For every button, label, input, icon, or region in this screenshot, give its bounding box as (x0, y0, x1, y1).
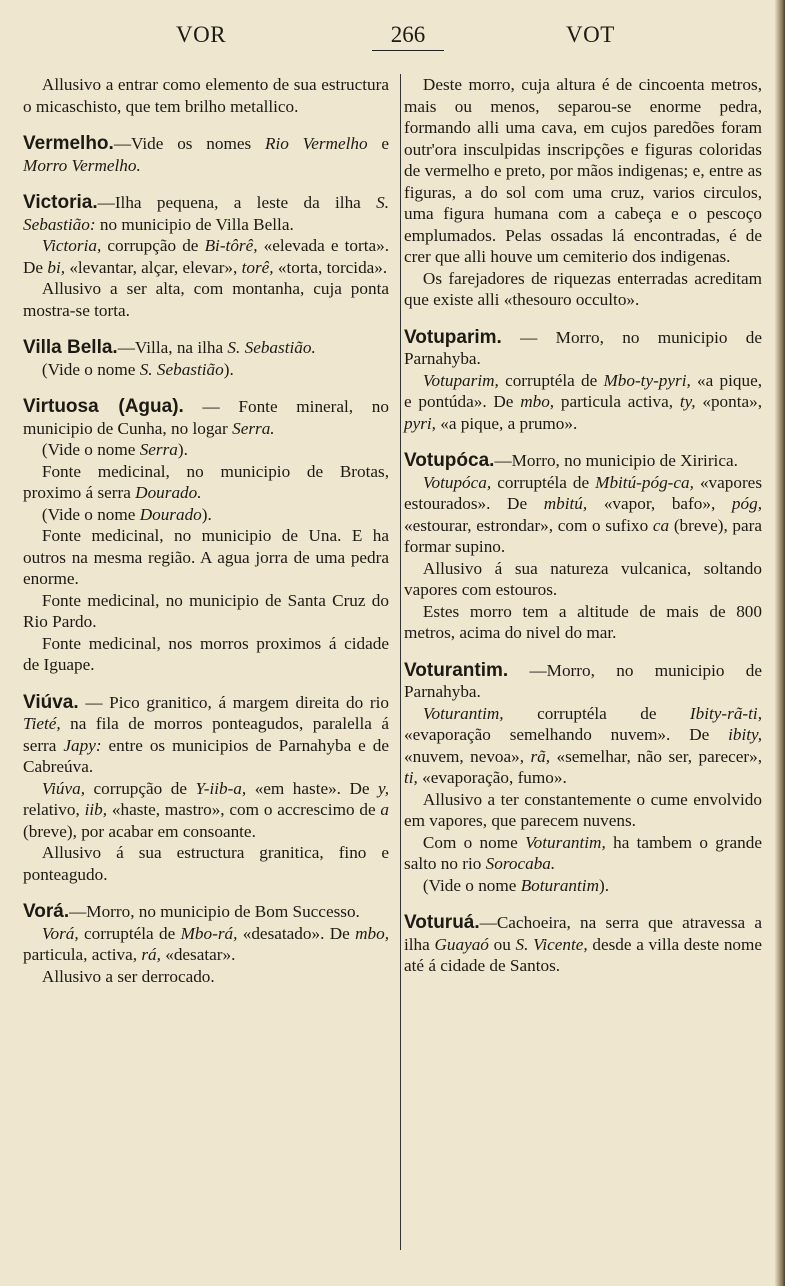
italic-term: ca (652, 515, 670, 535)
dictionary-entry (404, 912, 762, 977)
header-left-guideword: VOR (176, 22, 227, 47)
entry-paragraph (23, 692, 389, 778)
dictionary-entry (404, 327, 762, 435)
dictionary-entry (404, 660, 762, 897)
text-run: ). (201, 504, 212, 524)
text-run: entre os municipios de Parnahyba e de Cabreúva. (23, 735, 389, 776)
text-run: «evaporação semelhando nuvem». De (404, 725, 729, 744)
text-run: —Morro, no municipio de Bom Successo. (69, 902, 360, 921)
dictionary-entry (23, 692, 389, 886)
text-run: relativo, (23, 800, 85, 819)
text-run: «estourar, estrondar», com o sufixo (404, 515, 653, 535)
text-run: Estes morro tem a altitude de mais de 800 metros, acima do nivel do mar. (404, 601, 762, 642)
text-run: Fonte medicinal, no municipio de Santa Cruz do Rio Pardo. (23, 590, 389, 631)
italic-term: Y-iib-a, (195, 778, 247, 798)
text-run: (breve), por acabar em consoante. (23, 821, 256, 841)
dictionary-entry (23, 901, 389, 987)
text-run: na fila de morros ponteagudos, paralella á serra (23, 714, 389, 755)
italic-term: mbitú, (543, 494, 588, 513)
headword: Voturantim. (404, 659, 509, 681)
entry-paragraph (23, 337, 389, 359)
entry-paragraph (404, 789, 762, 832)
text-run: Allusivo á sua estructura granitica, fino e ponteagudo. (23, 843, 389, 884)
dictionary-entry (23, 396, 389, 676)
italic-term: Mbo-rá, (180, 923, 238, 943)
text-run: Fonte medicinal, no municipio de Brotas, proximo á serra (23, 461, 389, 502)
italic-term: Bi-tôrê, (204, 236, 258, 255)
text-run: Deste morro, cuja altura é de cincoenta metros, mais ou menos, separou-se enorme pedra, formando alli uma cava, em cujos paredões foram outr'ora insculpidas inscripções e figuras coloridas de vermelho e preto, por mãos indigenas; e, entre as figuras, a do sol com uma cruz, varios circulos, uma figura humana com a cabeça e o pescoço emplumados. Pelas ossadas lá encontradas, é de crer que alli houve um cemiterio dos indigenas. (404, 75, 762, 266)
text-run: desde a villa deste nome até á cidade de Santos. (404, 934, 763, 975)
italic-term: bi, (47, 257, 66, 277)
italic-term: mbo, (520, 392, 555, 411)
entry-paragraph (404, 450, 762, 472)
italic-term: Japy: (63, 735, 102, 755)
page-number: 266 (372, 22, 444, 51)
headword: Vorá. (23, 901, 70, 922)
entry-paragraph (404, 558, 762, 601)
italic-term: Voturantim, (422, 703, 504, 723)
dictionary-entry (23, 337, 389, 380)
headword: Virtuosa (Agua). (23, 396, 184, 417)
entry-paragraph (23, 74, 389, 117)
italic-term: iib, (84, 800, 108, 819)
entry-paragraph (23, 633, 389, 676)
headword: Victoria. (23, 192, 98, 213)
entry-paragraph (404, 327, 762, 370)
text-run: Allusivo a ser alta, com montanha, cuja ponta mostra-se torta. (23, 279, 389, 320)
italic-term: póg, (731, 494, 762, 513)
text-run: corruptéla de (498, 370, 604, 390)
text-run: corruptéla de (503, 703, 690, 723)
italic-term: Voturantim, (525, 832, 606, 852)
text-run: (Vide o nome (41, 359, 140, 379)
text-run: corrupção de (85, 778, 196, 798)
entry-paragraph (404, 472, 762, 558)
text-run: «nuvem, nevoa», (404, 746, 531, 766)
text-run: «haste, mastro», com o accrescimo de (107, 800, 381, 819)
text-run: ou (488, 934, 516, 954)
text-run: Com o nome (422, 832, 526, 852)
italic-term: rá, (141, 945, 161, 964)
italic-term: rã, (530, 746, 551, 766)
italic-term: torê, (241, 257, 274, 277)
text-run: «ponta», (695, 392, 763, 411)
text-run: Allusivo a ser derrocado. (41, 966, 215, 986)
header-right-guideword: VOT (566, 22, 615, 47)
right-column (404, 74, 762, 993)
text-run: «elevada e torta». De (23, 236, 389, 277)
italic-term: Serra. (232, 418, 275, 438)
text-run: «levantar, alçar, elevar», (65, 257, 242, 277)
headword: Voturuá. (404, 912, 480, 933)
text-run: «vapores estourados». De (404, 472, 763, 513)
entry-paragraph (404, 703, 762, 789)
page-header (0, 18, 785, 58)
text-run: Os farejadores de riquezas enterradas acreditam que existe alli «thesouro occulto». (404, 268, 762, 309)
italic-term: ti, (404, 768, 418, 787)
entry-paragraph (404, 875, 762, 897)
text-run: ). (177, 440, 188, 459)
left-column (23, 74, 389, 1003)
entry-paragraph (23, 590, 389, 633)
entry-paragraph (404, 912, 762, 977)
text-run: corrupção de (101, 236, 205, 255)
entry-paragraph (23, 923, 389, 966)
italic-term: Vorá, (41, 923, 79, 943)
entry-paragraph (404, 74, 762, 268)
text-run: «a pique, e pontúda». De (404, 370, 762, 411)
headword: Villa Bella. (23, 337, 118, 358)
text-run: —Cachoeira, na serra que atravessa a ilha (404, 913, 762, 954)
entry-paragraph (23, 842, 389, 885)
text-run: Allusivo a entrar como elemento de sua estructura o micaschisto, que tem brilho metallico. (23, 75, 389, 116)
text-run: «desatar». (160, 945, 236, 964)
text-run: e (367, 134, 389, 153)
text-run: ). (223, 359, 234, 379)
italic-term: mbo, (355, 923, 389, 943)
italic-term: Tieté, (23, 714, 61, 733)
italic-term: Victoria, (41, 236, 102, 255)
text-run: Allusivo a ter constantemente o cume envolvido em vapores, que parecem nuvens. (404, 789, 762, 830)
entry-paragraph (23, 278, 389, 321)
text-run: — Morro, no municipio de Parnahyba. (404, 327, 762, 368)
headword: Vermelho. (23, 133, 114, 154)
text-run: (breve), para formar supino. (404, 515, 762, 556)
text-run: «torta, torcida». (273, 257, 388, 277)
text-run: Fonte medicinal, nos morros proximos á cidade de Iguape. (23, 633, 389, 674)
italic-term: Rio Vermelho (264, 134, 368, 153)
entry-paragraph (23, 133, 389, 176)
entry-paragraph (23, 966, 389, 988)
text-run: «semelhar, não ser, parecer», (550, 746, 762, 766)
italic-term: Mbitú-póg-ca, (595, 472, 694, 492)
italic-term: Dourado. (135, 483, 202, 502)
text-run: corruptéla de (491, 472, 596, 492)
text-run: —Ilha pequena, a leste da ilha (97, 193, 377, 212)
italic-term: Morro Vermelho. (23, 155, 141, 175)
italic-term: S. Sebastião. (227, 338, 316, 357)
dictionary-entry (23, 133, 389, 176)
entry-paragraph (404, 268, 762, 311)
italic-term: Ibity-rã-ti, (689, 703, 762, 723)
text-run: —Morro, no municipio de Xiririca. (494, 451, 738, 470)
column-divider (400, 74, 401, 1250)
text-run: —Morro, no municipio de Parnahyba. (404, 660, 762, 701)
text-run: particula, activa, (23, 945, 142, 964)
entry-paragraph (404, 660, 762, 703)
italic-term: ibity, (728, 725, 762, 744)
dictionary-entry (404, 450, 762, 644)
text-run: particula activa, (554, 392, 680, 411)
text-run: ha tambem o grande salto no rio (404, 832, 762, 873)
text-run: corruptéla de (78, 923, 181, 943)
text-run: — Pico granitico, á margem direita do rio (78, 692, 389, 712)
text-run: —Vide os nomes (113, 134, 265, 153)
text-run: «em haste». De (246, 778, 379, 798)
text-run: «vapor, bafo», (587, 494, 732, 513)
text-run: ). (599, 875, 610, 895)
italic-term: S. Vicente, (515, 934, 588, 954)
italic-term: ty, (679, 392, 696, 411)
headword: Viúva. (23, 691, 79, 713)
italic-term: Sorocaba. (485, 854, 556, 873)
italic-term: Serra (139, 440, 178, 459)
entry-paragraph (23, 901, 389, 923)
entry-paragraph (404, 601, 762, 644)
entry-paragraph (23, 235, 389, 278)
text-run: (Vide o nome (41, 504, 140, 524)
text-run: «evaporação, fumo». (417, 768, 567, 787)
text-run: (Vide o nome (41, 440, 140, 459)
headword: Votuparim. (404, 326, 502, 348)
dictionary-entry (404, 74, 762, 311)
italic-term: Boturantim (520, 875, 599, 895)
book-edge-shadow (775, 0, 785, 1286)
italic-term: Mbo-ty-pyri, (603, 370, 691, 390)
text-run: «a pique, a prumo». (435, 413, 578, 433)
italic-term: y, (378, 778, 389, 798)
italic-term: S. Sebastião: (23, 193, 389, 234)
italic-term: Votupóca, (422, 472, 492, 492)
text-run: no municipio de Villa Bella. (95, 214, 294, 234)
italic-term: Dourado (139, 504, 202, 524)
entry-paragraph (23, 778, 389, 843)
entry-paragraph (404, 832, 762, 875)
italic-term: Guayaó (434, 934, 489, 954)
entry-paragraph (23, 192, 389, 235)
text-run: Allusivo á sua natureza vulcanica, soltando vapores com estouros. (404, 558, 762, 599)
entry-paragraph (23, 504, 389, 526)
italic-term: pyri, (404, 413, 436, 433)
dictionary-entry (23, 74, 389, 117)
text-run: Fonte medicinal, no municipio de Una. E ha outros na mesma região. A agua jorra de uma pedra enorme. (23, 526, 389, 588)
italic-term: Viúva, (41, 778, 86, 798)
headword: Votupóca. (404, 450, 495, 471)
entry-paragraph (23, 396, 389, 439)
entry-paragraph (23, 525, 389, 590)
entry-paragraph (23, 439, 389, 461)
dictionary-entry (23, 192, 389, 321)
text-run: «desatado». De (237, 923, 356, 943)
text-run: —Villa, na ilha (117, 338, 228, 357)
entry-paragraph (23, 359, 389, 381)
italic-term: a (380, 800, 390, 819)
text-run: (Vide o nome (422, 875, 521, 895)
entry-paragraph (23, 461, 389, 504)
italic-term: Votuparim, (422, 370, 499, 390)
entry-paragraph (404, 370, 762, 435)
italic-term: S. Sebastião (139, 359, 224, 379)
text-run: — Fonte mineral, no municipio de Cunha, no logar (23, 397, 389, 438)
